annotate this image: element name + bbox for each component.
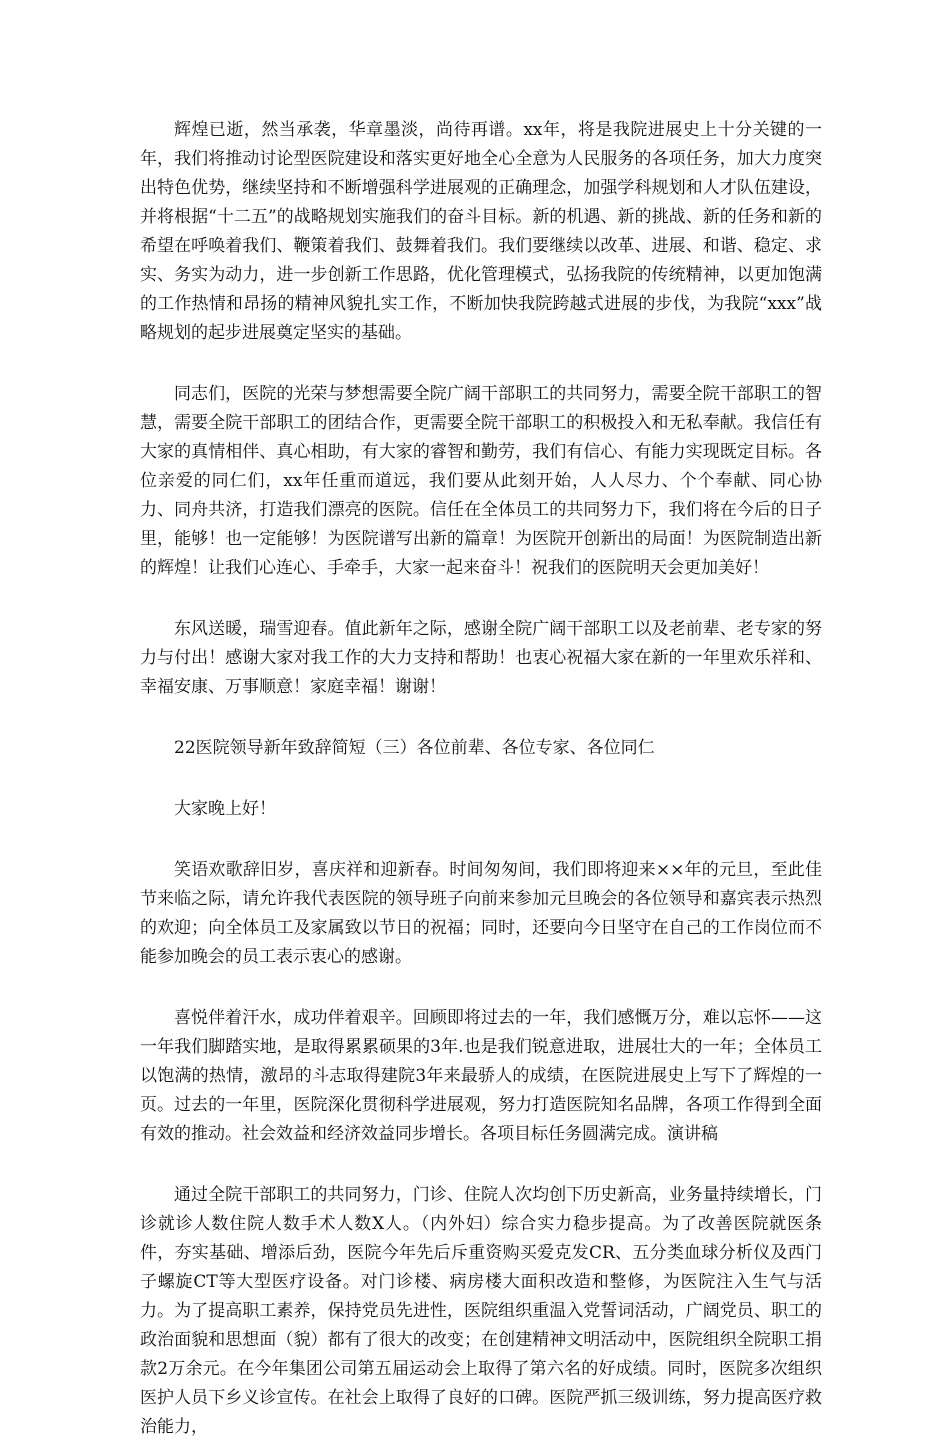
paragraph-spacer xyxy=(140,1149,822,1181)
paragraph-thanks: 东风送暖，瑞雪迎春。值此新年之际，感谢全院广阔干部职工以及老前辈、老专家的努力与付出！感谢大家对我工作的大力支持和帮助！也衷心祝福大家在新的一年里欢乐祥和、幸福安康、万事顺意！家庭幸福！谢谢！ xyxy=(140,619,822,697)
paragraph-new-year: 笑语欢歌辞旧岁，喜庆祥和迎新春。时间匆匆间，我们即将迎来××年的元旦，至此佳节来临之际，请允许我代表医院的领导班子向前来参加元旦晚会的各位领导和嘉宾表示热烈的欢迎；向全体员工及家属致以节日的祝福；同时，还要向今日坚守在自己的工作岗位而不能参加晚会的员工表示衷心的感谢。 xyxy=(140,860,822,967)
greeting: 大家晚上好！ xyxy=(174,799,276,819)
paragraph-spacer xyxy=(140,348,822,380)
document-body xyxy=(140,116,822,1442)
paragraph-spacer xyxy=(140,824,822,856)
paragraph-spacer xyxy=(140,702,822,734)
paragraph-achievements: 通过全院干部职工的共同努力，门诊、住院人次均创下历史新高，业务量持续增长，门诊就诊人数住院人数手术人数X人。（内外妇）综合实力稳步提高。为了改善医院就医条件，夯实基础、增添后劲，医院今年先后斥重资购买爱克发CR、五分类血球分析仪及西门子螺旋CT等大型医疗设备。对门诊楼、病房楼大面积改造和整修，为医院注入生气与活力。为了提高职工素养，保持党员先进性，医院组织重温入党誓词活动，广阔党员、职工的政治面貌和思想面（貌）都有了很大的改变；在创建精神文明活动中，医院组织全院职工捐款2万余元。在今年集团公司第五届运动会上取得了第六名的好成绩。同时，医院多次组织医护人员下乡义诊宣传。在社会上取得了良好的口碑。医院严抓三级训练，努力提高医疗救治能力， xyxy=(140,1185,822,1437)
paragraph-comrades: 同志们，医院的光荣与梦想需要全院广阔干部职工的共同努力，需要全院干部职工的智慧，需要全院干部职工的团结合作，更需要全院干部职工的积极投入和无私奉献。我信任有大家的真情相伴、真心相助，有大家的睿智和勤劳，我们有信心、有能力实现既定目标。各位亲爱的同仁们，xx年任重而道远，我们要从此刻开始，人人尽力、个个奉献、同心协力、同舟共济，打造我们漂亮的医院。信任在全体员工的共同努力下，我们将在今后的日子里，能够！也一定能够！为医院谱写出新的篇章！为医院开创新出的局面！为医院制造出新的辉煌！让我们心连心、手牵手，大家一起来奋斗！祝我们的医院明天会更加美好！ xyxy=(140,384,822,578)
paragraph-spacer xyxy=(140,763,822,795)
paragraph-review: 喜悦伴着汗水，成功伴着艰辛。回顾即将过去的一年，我们感慨万分，难以忘怀——这一年我们脚踏实地，是取得累累硕果的3年.也是我们锐意进取，进展壮大的一年；全体员工以饱满的热情，激昂的斗志取得建院3年来最骄人的成绩，在医院进展史上写下了辉煌的一页。过去的一年里，医院深化贯彻科学进展观，努力打造医院知名品牌，各项工作得到全面有效的推动。社会效益和经济效益同步增长。各项目标任务圆满完成。演讲稿 xyxy=(140,1008,822,1144)
paragraph-spacer xyxy=(140,583,822,615)
paragraph-spacer xyxy=(140,972,822,1004)
paragraph-goals: 辉煌已逝，然当承袭，华章墨淡，尚待再谱。xx年，将是我院进展史上十分关键的一年，我们将推动讨论型医院建设和落实更好地全心全意为人民服务的各项任务，加大力度突出特色优势，继续坚持和不断增强科学进展观的正确理念，加强学科规划和人才队伍建设，并将根据“十二五”的战略规划实施我们的奋斗目标。新的机遇、新的挑战、新的任务和新的希望在呼唤着我们、鞭策着我们、鼓舞着我们。我们要继续以改革、进展、和谐、稳定、求实、务实为动力，进一步创新工作思路，优化管理模式，弘扬我院的传统精神，以更加饱满的工作热情和昂扬的精神风貌扎实工作，不断加快我院跨越式进展的步伐，为我院“xxx”战略规划的起步进展奠定坚实的基础。 xyxy=(140,120,822,343)
section-heading: 22医院领导新年致辞简短（三）各位前辈、各位专家、各位同仁 xyxy=(174,738,655,758)
